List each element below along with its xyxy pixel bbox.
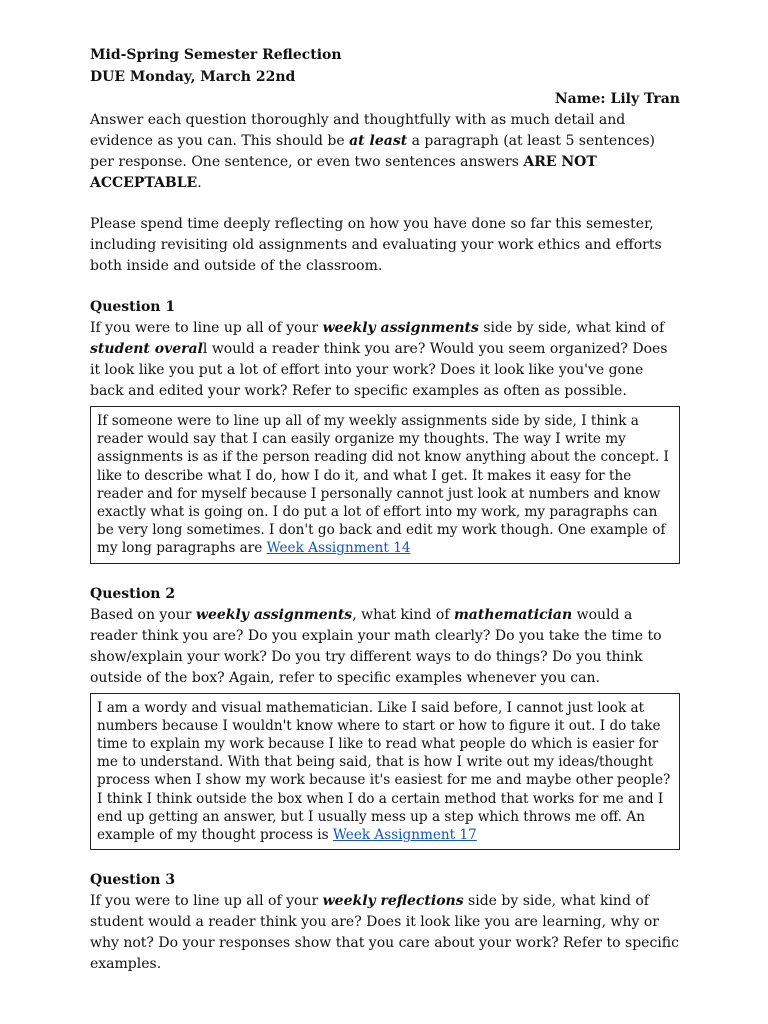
question-1-prompt: If you were to line up all of your weekly assignments side by side, what kind of student overall would a reader think you are? Would you seem organized? Does it look like you put a lot of effort into your work? Does it look like you've gone back and edited your work? Refer to specific examples as often as possible. xyxy=(90,320,668,399)
due-date: DUE Monday, March 22nd xyxy=(90,69,296,85)
document-page xyxy=(90,44,680,975)
question-1-answer-text: If someone were to line up all of my weekly assignments side by side, I think a reader would say that I can easily organize my thoughts. The way I write my assignments is as if the person reading did not know anything about the concept. I like to describe what I do, how I do it, and what I get. It makes it easy for the reader and for myself because I personally cannot just look at numbers and know exactly what is going on. I do put a lot of effort into my work, my paragraphs can be very long sometimes. I don't go back and edit my work though. One example of my long paragraphs are xyxy=(97,413,669,557)
question-2-answer-text: I am a wordy and visual mathematician. Like I said before, I cannot just look at numbers because I wouldn't know where to start or how to figure it out. I do take time to explain my work because I like to read what people do which is easier for me to understand. With that being said, that is how I write out my ideas/thought process when I show my work because it's easiest for me and maybe other people? I think I think outside the box when I do a certain method that works for me and I end up getting an answer, but I usually mess up a step which throws me off. An example of my thought process is xyxy=(97,699,671,844)
student-name: Name: Lily Tran xyxy=(554,91,680,107)
instructions-paragraph: Answer each question thoroughly and thoughtfully with as much detail and evidence as you can. This should be at least a paragraph (at least 5 sentences) per response. One sentence, or even two sentences answers ARE NOT ACCEPTABLE. xyxy=(90,112,655,191)
question-1-heading: Question 1 xyxy=(90,299,176,315)
question-2-heading: Question 2 xyxy=(90,585,176,602)
question-3-prompt: If you were to line up all of your weekly reflections side by side, what kind of student would a reader think you are? Does it look like you are learning, why or why not? Do your responses show that you care about your work? Refer to specific examples. xyxy=(90,893,679,973)
question-1-answer-box[interactable] xyxy=(90,406,680,564)
reflection-instructions: Please spend time deeply reflecting on how you have done so far this semester, including revisiting old assignments and evaluating your work ethics and efforts both inside and outside of the classroom. xyxy=(90,216,662,274)
question-2-prompt: Based on your weekly assignments, what kind of mathematician would a reader think you are? Do you explain your math clearly? Do you take the time to show/explain your work? Do you try different ways to do things? Do you think outside of the box? Again, refer to specific examples whenever you can. xyxy=(90,606,662,686)
emphasis-at-least: at least xyxy=(349,133,408,149)
week-assignment-14-link[interactable]: Week Assignment 14 xyxy=(266,540,411,557)
question-3-heading: Question 3 xyxy=(90,872,176,889)
question-2-answer-box[interactable] xyxy=(90,693,680,851)
week-assignment-17-link[interactable]: Week Assignment 17 xyxy=(332,827,477,844)
document-title: Mid-Spring Semester Reflection xyxy=(90,47,342,63)
emphasis-not-acceptable: ARE NOT ACCEPTABLE xyxy=(90,154,597,191)
